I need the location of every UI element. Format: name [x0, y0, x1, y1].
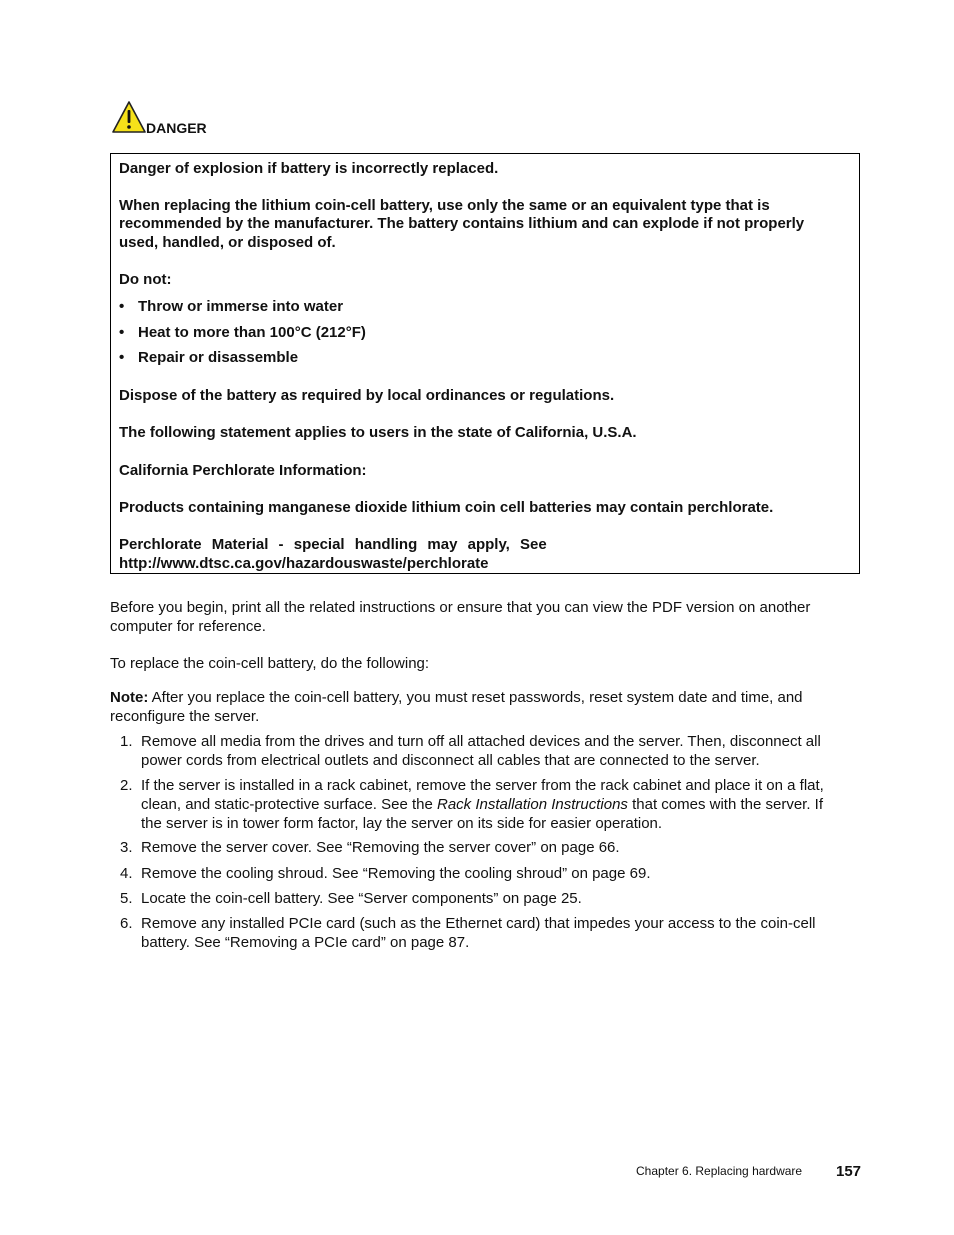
note-line-1 — [110, 688, 803, 707]
step-number: 4. — [120, 865, 133, 882]
bullet-icon: • — [119, 349, 125, 366]
bullet-icon: • — [119, 298, 125, 315]
perchlorate-statement: Products containing manganese dioxide lithium coin cell batteries may contain perchlorate. — [119, 499, 774, 516]
step-number: 3. — [120, 839, 133, 856]
danger-notice-box — [110, 153, 860, 574]
step-number: 2. — [120, 777, 133, 794]
procedure-intro: To replace the coin-cell battery, do the following: — [110, 655, 430, 672]
step-number: 5. — [120, 890, 133, 907]
step-text: Remove all media from the drives and turn off all attached devices and the server. Then, disconnect all power cords from electrical outlets and disconnect all cables that are connected to the server. — [141, 733, 821, 769]
step-text: Remove the cooling shroud. See “Removing the cooling shroud” on page 69. — [141, 865, 651, 882]
page-number: 157 — [836, 1163, 862, 1180]
california-statement: The following statement applies to users in the state of California, U.S.A. — [119, 424, 637, 441]
danger-heading: DANGER — [146, 120, 207, 136]
danger-line-3: recommended by the manufacturer. The battery contains lithium and can explode if not properly — [119, 215, 805, 232]
danger-line-2: When replacing the lithium coin-cell battery, use only the same or an equivalent type that is — [119, 197, 770, 214]
step-number: 6. — [120, 915, 133, 932]
footer-chapter: Chapter 6. Replacing hardware — [636, 1164, 803, 1178]
rack-instructions-title: Rack Installation Instructions — [437, 796, 628, 813]
warning-triangle-icon — [111, 100, 147, 134]
step-text: Remove the server cover. See “Removing the server cover” on page 66. — [141, 839, 620, 856]
note-line-2: reconfigure the server. — [110, 708, 260, 725]
bullet-text: Throw or immerse into water — [138, 298, 344, 315]
step-text: If the server is installed in a rack cabinet, remove the server from the rack cabinet and place it on a flat, clean, and static-protective surface. See the Rack Installation Instructions that comes with the server. If the server is in tower form factor, lay the server on its side for easier operation. — [141, 777, 824, 832]
bullet-text: Repair or disassemble — [138, 349, 299, 366]
note-text: After you replace the coin-cell battery, you must reset passwords, reset system date and time, and — [148, 689, 803, 706]
bullet-icon: • — [119, 324, 125, 341]
perchlorate-heading: California Perchlorate Information: — [119, 462, 367, 479]
dispose-statement: Dispose of the battery as required by local ordinances or regulations. — [119, 387, 615, 404]
perchlorate-material-line: Perchlorate Material - special handling may apply, See — [119, 536, 547, 553]
step-text: Locate the coin-cell battery. See “Server components” on page 25. — [141, 890, 582, 907]
intro-paragraph-line-1: Before you begin, print all the related instructions or ensure that you can view the PDF version on another — [110, 599, 811, 616]
perchlorate-link[interactable]: http://www.dtsc.ca.gov/hazardouswaste/perchlorate — [119, 555, 489, 572]
step-text: Remove any installed PCIe card (such as the Ethernet card) that impedes your access to the coin-cell battery. See “Removing a PCIe card” on page 87. — [141, 915, 816, 951]
step-number: 1. — [120, 733, 133, 750]
do-not-heading: Do not: — [119, 271, 172, 288]
note-label: Note: — [110, 689, 149, 706]
danger-line-1: Danger of explosion if battery is incorrectly replaced. — [119, 160, 499, 177]
danger-line-4: used, handled, or disposed of. — [119, 234, 336, 251]
bullet-text: Heat to more than 100°C (212°F) — [138, 324, 366, 341]
intro-paragraph-line-2: computer for reference. — [110, 618, 266, 635]
